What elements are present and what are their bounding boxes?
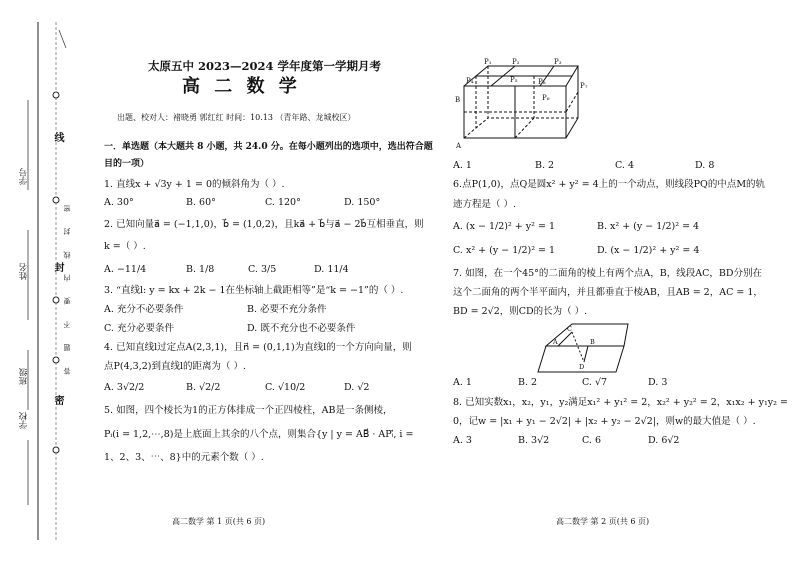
- q7-option-d: D. 3: [648, 377, 668, 388]
- q2-stem-cont: k =（ ）.: [104, 241, 146, 252]
- fig5-label-p8: P₈: [538, 78, 546, 86]
- fig7-label-c: C: [567, 325, 572, 333]
- q5-cube-figure: [452, 56, 592, 152]
- q2-option-b: B. 1/8: [186, 264, 215, 275]
- exam-meta: 出题、校对人：褚晓勇 郭红红 时间：10.13 （青年路、龙城校区）: [117, 113, 356, 122]
- school-label: 学校: [19, 412, 29, 429]
- fig7-label-d: D: [579, 363, 585, 371]
- q8-option-c: C. 6: [582, 435, 602, 446]
- q7-stem: 7. 如图，在一个45°的二面角的棱上有两个点A，B，线段AC，BD分别在: [453, 268, 762, 279]
- q6-option-d: D. (x − 1/2)² + y² = 4: [597, 245, 700, 256]
- q3-stem: 3. “直线l: y = kx + 2k − 1在坐标轴上截距相等”是“k = −1”的（ ）.: [104, 285, 404, 296]
- q8-option-a: A. 3: [453, 435, 472, 446]
- q4-option-a: A. 3√2/2: [104, 382, 145, 393]
- q2-stem: 2. 已知向量a⃗ = (−1,1,0)，b⃗ = (1,0,2)，且ka⃗ + b⃗与a⃗ − 2b⃗互相垂直，则: [104, 219, 424, 230]
- q4-option-d: D. √2: [344, 382, 370, 393]
- q4-stem: 4. 已知直线l过定点A(2,3,1)，且n⃗ = (0,1,1)为直线l的一个方向向量，则: [104, 342, 412, 353]
- seal-feng: 封: [52, 262, 63, 272]
- fig5-label-p6: P₆: [542, 94, 550, 102]
- q3-option-d: D. 既不充分也不必要条件: [247, 323, 356, 334]
- q5-option-c: C. 4: [615, 160, 635, 171]
- section-heading-cont: 目的一项）: [104, 159, 150, 169]
- seal-xian: 线: [52, 132, 63, 142]
- q1-option-c: C. 120°: [265, 197, 301, 208]
- class-label: 班级: [19, 368, 29, 385]
- binding-gutter: [0, 0, 80, 560]
- q5-stem-cont2: 1、2、3、⋯、8}中的元素个数（ ）.: [104, 452, 264, 463]
- fig5-label-a: A: [456, 142, 462, 150]
- fig5-label-p1: P₁: [484, 58, 492, 66]
- subject-title: 高 二 数 学: [182, 76, 301, 97]
- q8-option-d: D. 6√2: [648, 435, 680, 446]
- fig5-label-p7: P₇: [580, 82, 588, 90]
- q3-option-b: B. 必要不充分条件: [247, 304, 327, 315]
- q2-option-c: C. 3/5: [248, 264, 277, 275]
- fig5-label-p3: P₃: [554, 58, 562, 66]
- fig7-label-b: B: [590, 338, 595, 346]
- q6-stem: 6.点P(1,0)，点Q是圆x² + y² = 4上的一个动点，则线段PQ的中点M的轨: [453, 179, 766, 190]
- q2-option-a: A. −11/4: [104, 264, 147, 275]
- q4-option-b: B. √2/2: [186, 382, 221, 393]
- q6-option-b: B. x² + (y − 1/2)² = 4: [597, 221, 700, 232]
- no-answer-notice: 答 题 不 要 内 线 封 密: [63, 198, 71, 375]
- q1-option-a: A. 30°: [104, 197, 134, 208]
- school-title: 太原五中 2023—2024 学年度第一学期月考: [148, 59, 382, 73]
- q7-option-b: B. 2: [518, 377, 538, 388]
- q4-option-c: C. √10/2: [265, 382, 306, 393]
- fig5-label-p4: P₄: [466, 77, 474, 85]
- q8-stem-cont: 0，记w = |x₁ + y₁ − 2√2| + |x₂ + y₂ − 2√2|，则w的最大值是（ ）.: [453, 416, 756, 427]
- q1-option-d: D. 150°: [344, 197, 381, 208]
- q1-option-b: B. 60°: [186, 197, 216, 208]
- seal-mi: 密: [52, 395, 63, 405]
- q7-option-c: C. √7: [582, 377, 608, 388]
- q7-option-a: A. 1: [453, 377, 472, 388]
- q6-option-a: A. (x − 1/2)² + y² = 1: [453, 221, 555, 232]
- name-label: 姓名: [19, 263, 29, 280]
- q7-stem-cont: 这个二面角的两个半平面内，并且都垂直于棱AB，且AB = 2，AC = 1，: [453, 287, 763, 298]
- q3-option-a: A. 充分不必要条件: [104, 304, 184, 315]
- q5-option-a: A. 1: [453, 160, 472, 171]
- q7-stem-cont2: BD = 2√2，则CD的长为（ ）.: [453, 306, 588, 317]
- fig5-label-b: B: [455, 96, 461, 104]
- q6-stem-cont: 迹方程是（ ）.: [453, 199, 517, 210]
- right-page-footer: 高二数学 第 2 页(共 6 页): [556, 517, 650, 526]
- q8-stem: 8. 已知实数x₁，x₂，y₁，y₂满足x₁² + y₁² = 2，x₂² + y₂² = 2，x₁x₂ + y₁y₂ =: [453, 397, 788, 408]
- fig5-label-p5: P₅: [510, 76, 518, 84]
- q2-option-d: D. 11/4: [314, 264, 349, 275]
- q4-stem-cont: 点P(4,3,2)到直线l的距离为（ ）.: [104, 361, 247, 372]
- student-id-label: 学号: [19, 168, 29, 185]
- left-page-footer: 高二数学 第 1 页(共 6 页): [172, 517, 266, 526]
- fig7-label-a: A: [553, 338, 558, 346]
- q8-option-b: B. 3√2: [518, 435, 550, 446]
- q7-dihedral-figure: [528, 322, 632, 374]
- fig5-label-p2: P₂: [512, 58, 520, 66]
- q6-option-c: C. x² + (y − 1/2)² = 1: [453, 245, 556, 256]
- q3-option-c: C. 充分必要条件: [104, 323, 174, 334]
- q5-option-d: D. 8: [695, 160, 715, 171]
- q1-stem: 1. 直线x + √3y + 1 = 0的倾斜角为（ ）.: [104, 179, 285, 190]
- q5-option-b: B. 2: [535, 160, 555, 171]
- q5-stem: 5. 如图，四个棱长为1的正方体排成一个正四棱柱，AB是一条侧棱，: [104, 405, 393, 416]
- q5-stem-cont: Pᵢ(i = 1,2,⋯,8)是上底面上其余的八个点，则集合{y | y = AB⃗ · APᵢ⃗, i =: [104, 429, 414, 440]
- section-heading: 一．单选题（本大题共 8 小题，共 24.0 分。在每小题列出的选项中，选出符合题: [104, 142, 433, 152]
